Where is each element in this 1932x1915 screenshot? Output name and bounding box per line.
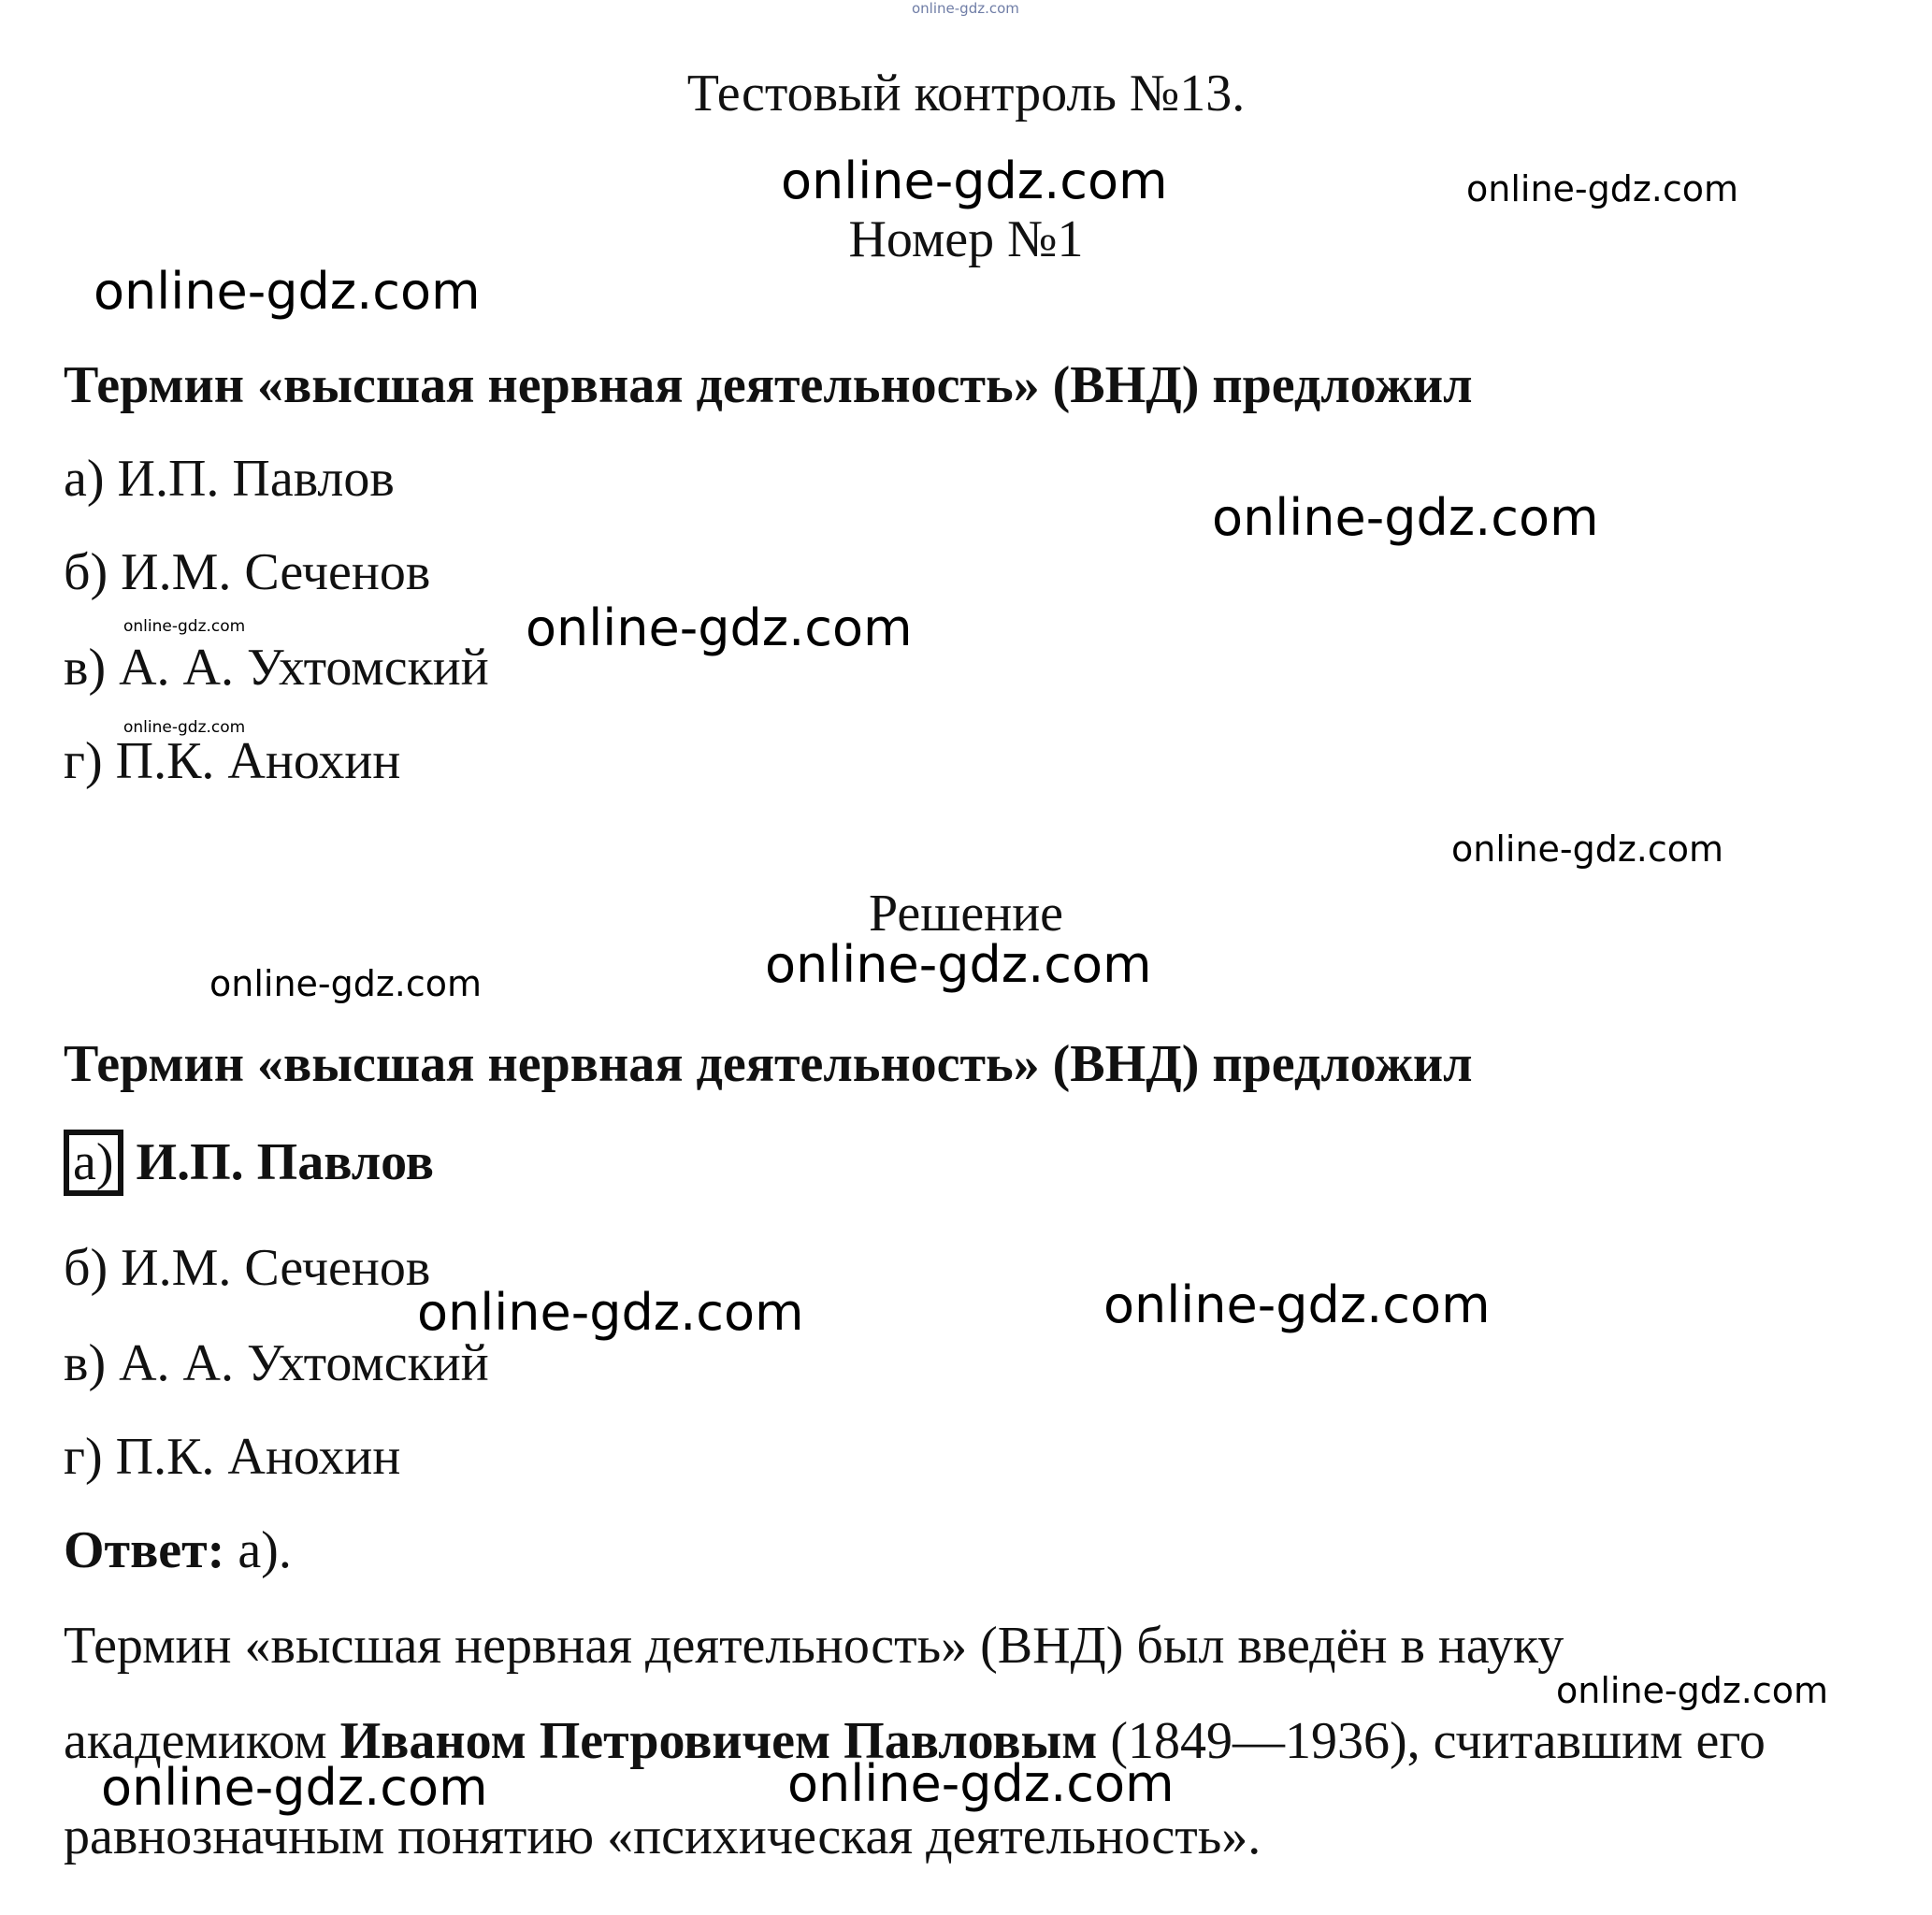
option-text: И.М. Сеченов xyxy=(121,543,431,601)
question-text: Термин «высшая нервная деятельность» (ВНД) предложил xyxy=(64,356,1473,414)
solution-option-d xyxy=(64,1427,400,1487)
solution-correct-option xyxy=(64,1130,434,1196)
option-text: И.М. Сеченов xyxy=(121,1239,431,1297)
watermark: online-gdz.com xyxy=(781,151,1168,210)
option-letter: б) xyxy=(64,543,108,601)
watermark: online-gdz.com xyxy=(526,598,913,657)
option-text: П.К. Анохин xyxy=(115,1428,401,1486)
option-b xyxy=(64,542,430,602)
correct-answer-text: И.П. Павлов xyxy=(136,1133,434,1191)
watermark: online-gdz.com xyxy=(1556,1670,1829,1711)
watermark: online-gdz.com xyxy=(787,1754,1175,1813)
option-d xyxy=(64,731,400,791)
watermark: online-gdz.com xyxy=(209,963,483,1004)
explanation-prefix: академиком xyxy=(64,1712,340,1770)
watermark: online-gdz.com xyxy=(1103,1275,1491,1334)
option-text: А. А. Ухтомский xyxy=(119,1334,489,1392)
watermark: online-gdz.com xyxy=(765,935,1152,994)
watermark: online-gdz.com xyxy=(101,1758,488,1817)
watermark: online-gdz.com xyxy=(123,617,246,636)
watermark: online-gdz.com xyxy=(94,262,481,321)
watermark: online-gdz.com xyxy=(417,1283,804,1342)
option-c xyxy=(64,638,489,698)
solution-question-text: Термин «высшая нервная деятельность» (ВНД) предложил xyxy=(64,1035,1473,1093)
answer-value: а). xyxy=(238,1521,292,1579)
option-letter: в) xyxy=(64,639,107,697)
option-text: И.П. Павлов xyxy=(117,450,395,508)
watermark: online-gdz.com xyxy=(123,718,246,737)
option-letter: б) xyxy=(64,1239,108,1297)
page-title: Тестовый контроль №13. xyxy=(686,65,1246,122)
watermark: online-gdz.com xyxy=(1466,168,1739,209)
explanation-name: Иваном Петровичем Павловым xyxy=(339,1712,1098,1770)
explanation-suffix: (1849—1936), считавшим его xyxy=(1097,1712,1766,1770)
correct-answer-box: а) xyxy=(64,1130,123,1196)
option-letter: в) xyxy=(64,1334,107,1392)
answer-label: Ответ: xyxy=(64,1521,225,1579)
option-text: А. А. Ухтомский xyxy=(119,639,489,697)
option-text: П.К. Анохин xyxy=(115,732,401,790)
answer-line xyxy=(64,1520,292,1580)
problem-number: Номер №1 xyxy=(848,210,1084,268)
option-letter: а) xyxy=(64,450,105,508)
watermark-tiny: online-gdz.com xyxy=(912,0,1019,17)
solution-heading: Решение xyxy=(868,885,1064,943)
solution-option-b xyxy=(64,1238,430,1298)
option-letter: г) xyxy=(64,732,103,790)
explanation-line-3: равнозначным понятию «психическая деятельность». xyxy=(64,1807,1262,1865)
solution-option-c xyxy=(64,1333,489,1393)
watermark: online-gdz.com xyxy=(1212,488,1599,547)
watermark: online-gdz.com xyxy=(1451,828,1724,870)
explanation-line-1: Термин «высшая нервная деятельность» (ВНД) был введён в науку xyxy=(64,1617,1564,1675)
option-letter: г) xyxy=(64,1428,103,1486)
option-a xyxy=(64,449,395,509)
